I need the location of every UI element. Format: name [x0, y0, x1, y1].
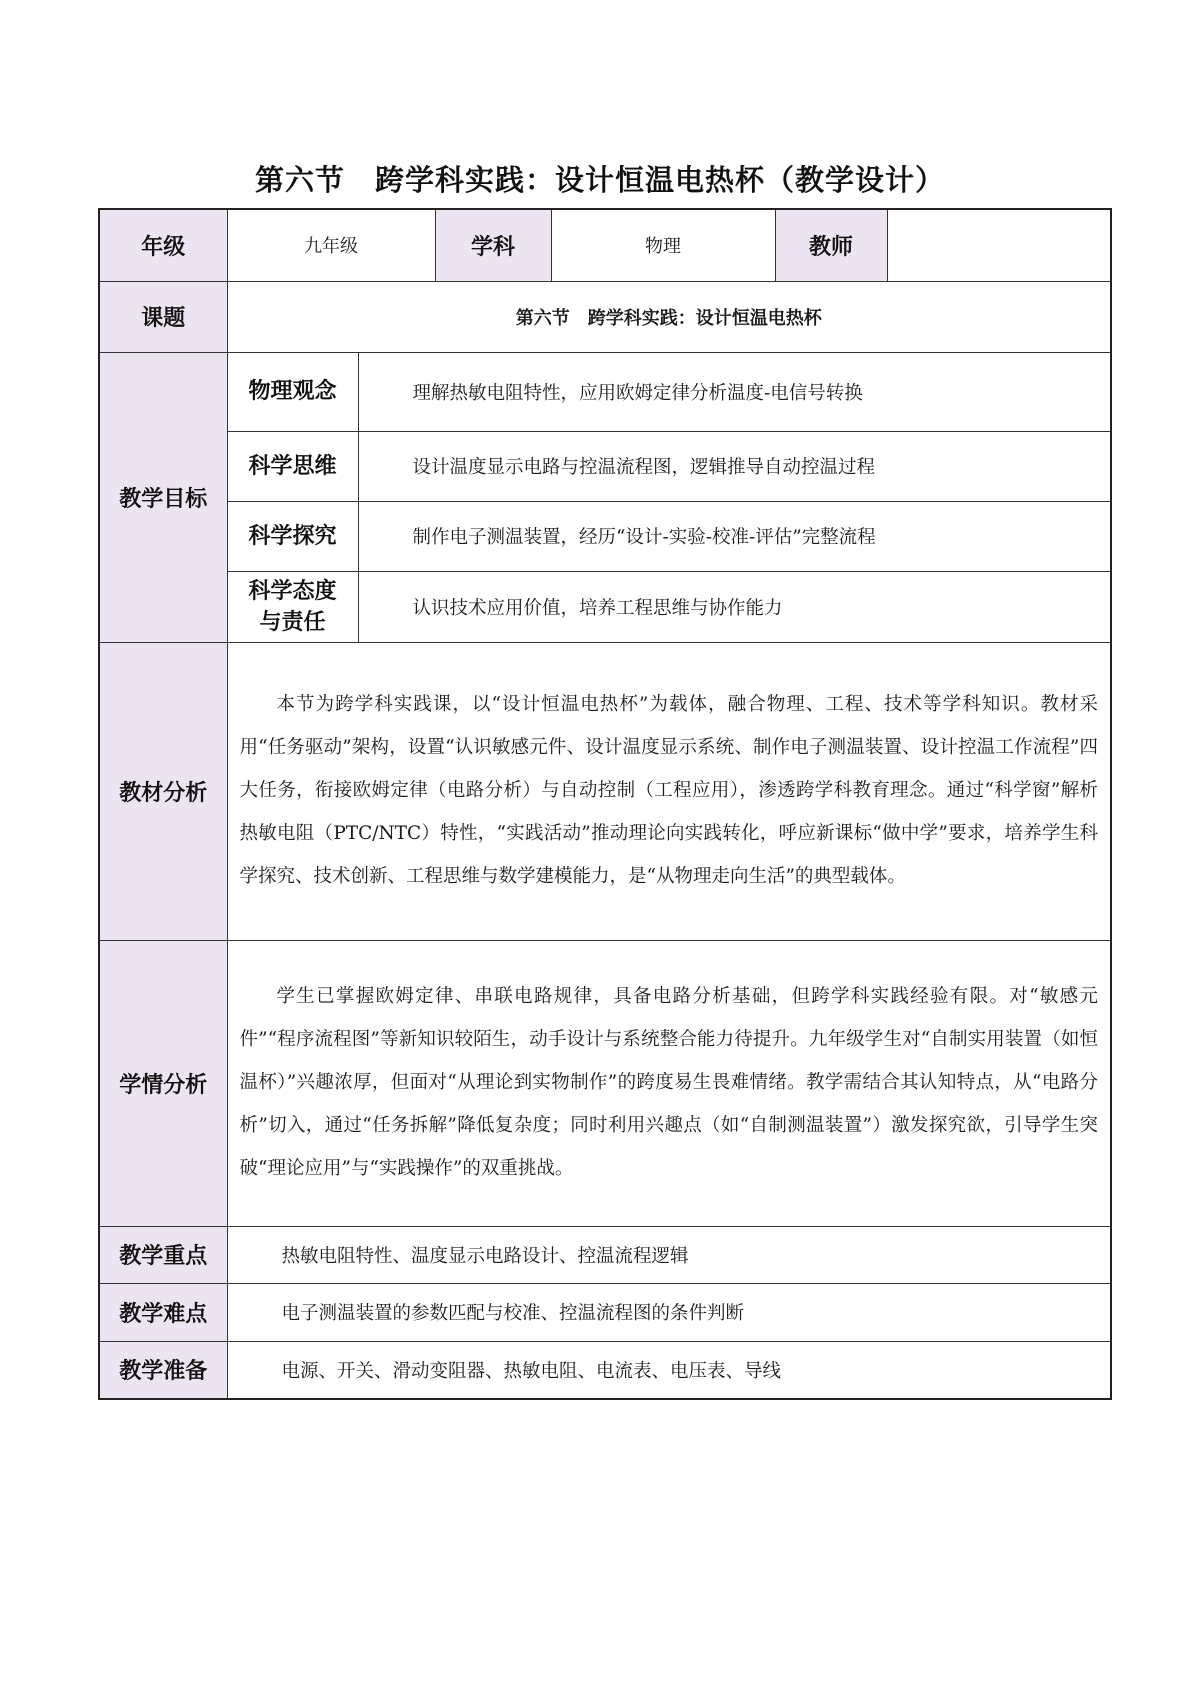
material-row [99, 642, 1111, 940]
goals-label: 教学目标 [99, 352, 227, 642]
teacher-value [887, 209, 1111, 281]
preparation-label: 教学准备 [99, 1341, 227, 1399]
student-analysis-label: 学情分析 [99, 940, 227, 1226]
goal-label-physics-concept: 物理观念 [227, 352, 358, 431]
page-title: 第六节 跨学科实践：设计恒温电热杯（教学设计） [254, 163, 945, 197]
subject-label: 学科 [435, 209, 551, 281]
student-analysis-text: 学生已掌握欧姆定律、串联电路规律，具备电路分析基础，但跨学科实践经验有限。对“敏感元件”“程序流程图”等新知识较陌生，动手设计与系统整合能力待提升。九年级学生对“自制实用装置（如恒温杯）”兴趣浓厚，但面对“从理论到实物制作”的跨度易生畏难情绪。教学需结合其认知特点，从“电路分析”切入，通过“任务拆解”降低复杂度；同时利用兴趣点（如“自制测温装置”）激发探究欲，引导学生突破“理论应用”与“实践操作”的双重挑战。 [227, 940, 1111, 1226]
material-analysis-label: 教材分析 [99, 642, 227, 940]
header-row [99, 209, 1111, 281]
key-points-row [99, 1226, 1111, 1283]
goal-label-scientific-inquiry: 科学探究 [227, 501, 358, 571]
teacher-label: 教师 [775, 209, 887, 281]
goal-row-4 [99, 571, 1111, 642]
key-points-text: 热敏电阻特性、温度显示电路设计、控温流程逻辑 [227, 1226, 1111, 1283]
goal-label-line1: 科学态度 [248, 578, 337, 604]
grade-label: 年级 [99, 209, 227, 281]
topic-value: 第六节 跨学科实践：设计恒温电热杯 [227, 281, 1111, 352]
goal-row-3 [99, 501, 1111, 571]
goal-text-attitude-responsibility: 认识技术应用价值，培养工程思维与协作能力 [358, 571, 1111, 642]
student-row [99, 940, 1111, 1226]
goal-text-scientific-inquiry: 制作电子测温装置，经历“设计-实验-校准-评估”完整流程 [358, 501, 1111, 571]
grade-value: 九年级 [227, 209, 435, 281]
difficulties-row [99, 1283, 1111, 1341]
topic-label: 课题 [99, 281, 227, 352]
preparation-row [99, 1341, 1111, 1399]
material-analysis-text: 本节为跨学科实践课，以“设计恒温电热杯”为载体，融合物理、工程、技术等学科知识。教材采用“任务驱动”架构，设置“认识敏感元件、设计温度显示系统、制作电子测温装置、设计控温工作流程”四大任务，衔接欧姆定律（电路分析）与自动控制（工程应用），渗透跨学科教育理念。通过“科学窗”解析热敏电阻（PTC/NTC）特性，“实践活动”推动理论向实践转化，呼应新课标“做中学”要求，培养学生科学探究、技术创新、工程思维与数学建模能力，是“从物理走向生活”的典型载体。 [227, 642, 1111, 940]
subject-value: 物理 [551, 209, 775, 281]
goal-label-scientific-thinking: 科学思维 [227, 431, 358, 501]
key-points-label: 教学重点 [99, 1226, 227, 1283]
topic-row [99, 281, 1111, 352]
difficulties-text: 电子测温装置的参数匹配与校准、控温流程图的条件判断 [227, 1283, 1111, 1341]
goal-label-attitude-responsibility [227, 571, 358, 642]
difficulties-label: 教学难点 [99, 1283, 227, 1341]
goal-label-line2: 与责任 [259, 609, 326, 635]
goal-text-physics-concept: 理解热敏电阻特性，应用欧姆定律分析温度-电信号转换 [358, 352, 1111, 431]
goal-row-1 [99, 352, 1111, 431]
goal-row-2 [99, 431, 1111, 501]
lesson-design-table [98, 208, 1112, 1400]
preparation-text: 电源、开关、滑动变阻器、热敏电阻、电流表、电压表、导线 [227, 1341, 1111, 1399]
goal-text-scientific-thinking: 设计温度显示电路与控温流程图，逻辑推导自动控温过程 [358, 431, 1111, 501]
